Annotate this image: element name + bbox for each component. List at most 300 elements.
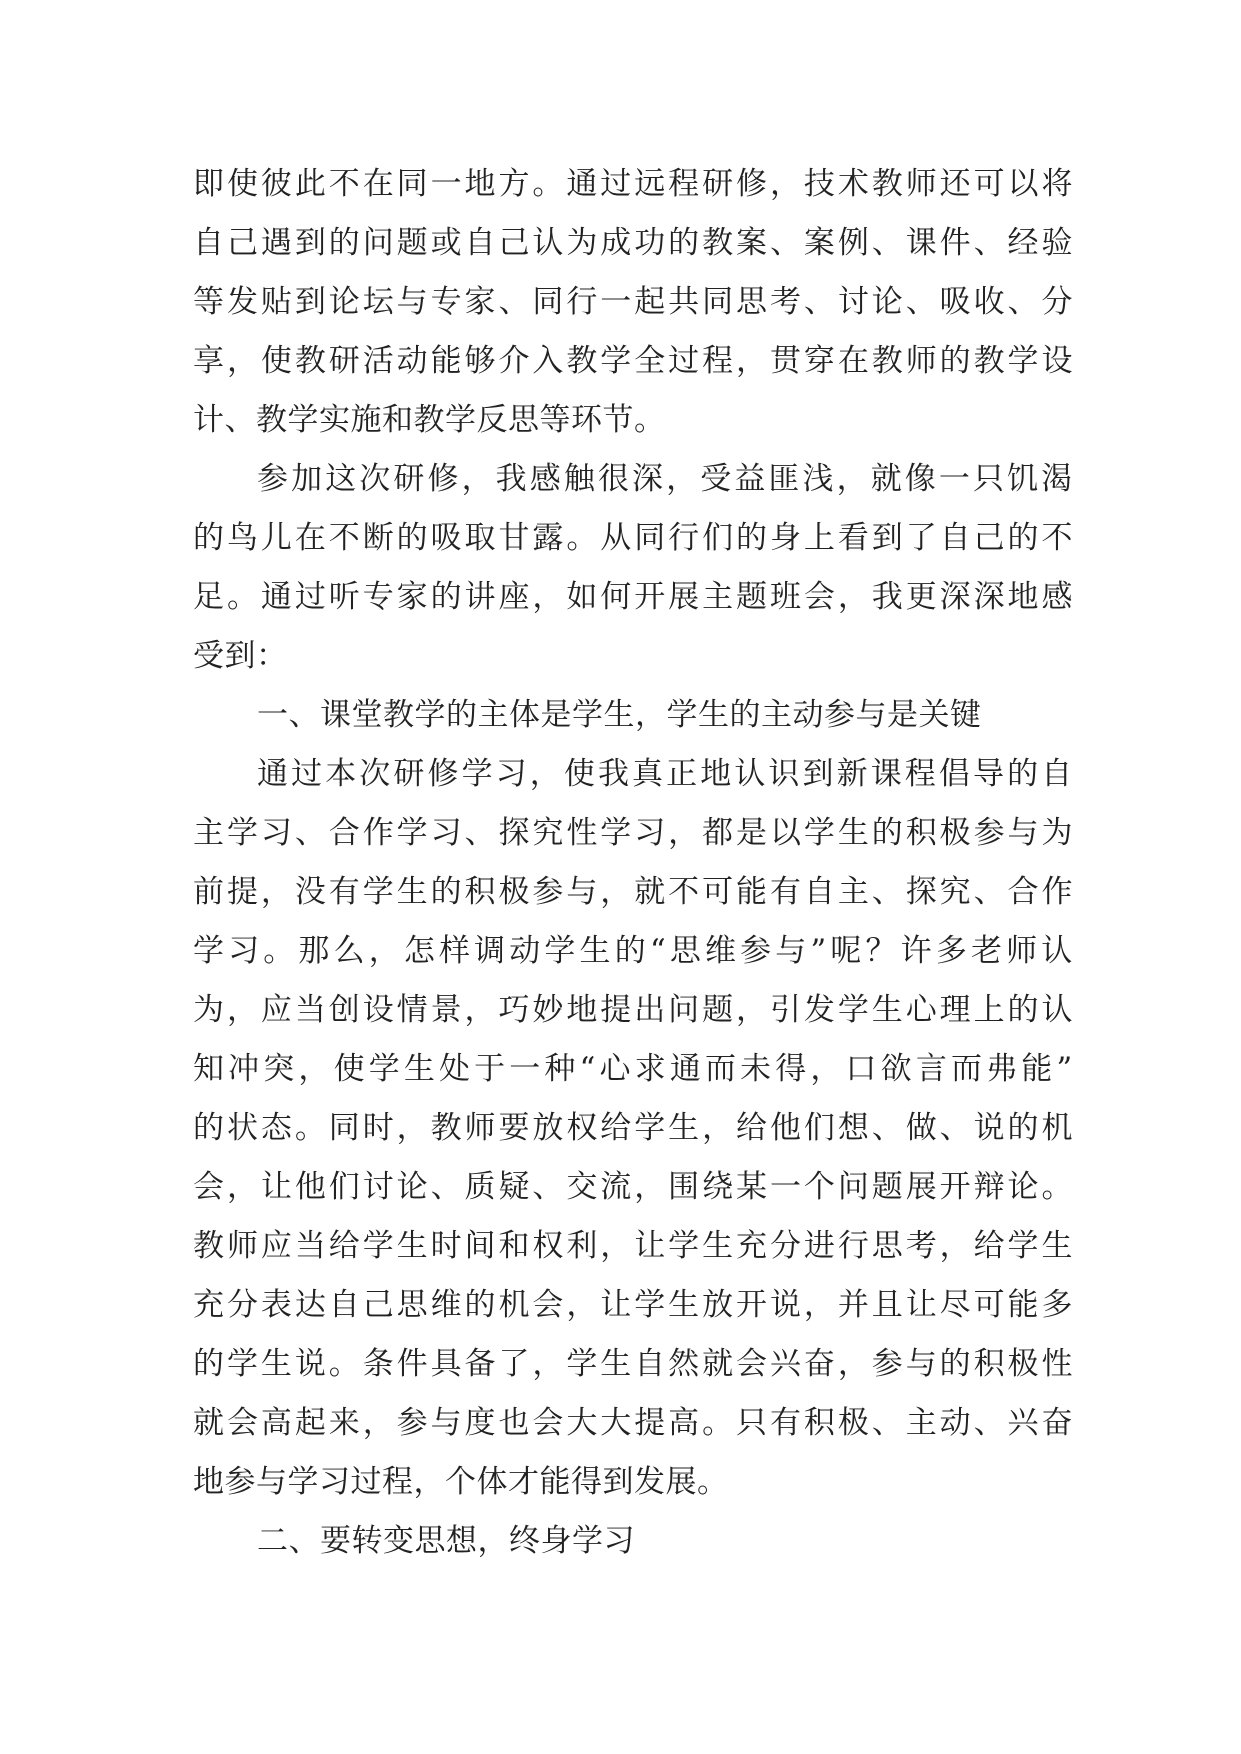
text-line bbox=[193, 804, 1073, 863]
glyph: 学 bbox=[226, 1346, 259, 1382]
glyph: 参 bbox=[257, 461, 289, 497]
glyph: 学 bbox=[803, 815, 836, 851]
glyph: 、 bbox=[871, 1110, 904, 1146]
glyph: 生 bbox=[600, 1346, 632, 1382]
text-line bbox=[193, 1040, 1073, 1099]
glyph: 验 bbox=[1041, 225, 1073, 261]
glyph: 此 bbox=[294, 166, 327, 202]
glyph: 是 bbox=[736, 815, 768, 851]
glyph: 绕 bbox=[702, 1169, 734, 1205]
glyph: 展 bbox=[668, 579, 700, 615]
glyph: 有 bbox=[769, 1405, 802, 1441]
glyph: 说 bbox=[769, 1287, 802, 1323]
glyph: 作 bbox=[1041, 874, 1073, 910]
glyph: 给 bbox=[600, 1110, 632, 1146]
glyph: 、 bbox=[532, 1169, 564, 1205]
glyph: 在 bbox=[837, 343, 870, 379]
glyph: 学 bbox=[837, 992, 870, 1028]
glyph: 们 bbox=[328, 1169, 361, 1205]
text-line bbox=[193, 745, 1073, 804]
glyph: 一 bbox=[938, 461, 971, 497]
glyph: 己 bbox=[362, 1287, 395, 1323]
glyph: 而 bbox=[950, 1051, 983, 1087]
glyph: 交 bbox=[566, 1169, 598, 1205]
glyph: 、 bbox=[294, 815, 327, 851]
glyph: 可 bbox=[973, 166, 1006, 202]
glyph: 个 bbox=[803, 1169, 836, 1205]
glyph: 学 bbox=[566, 1346, 598, 1382]
glyph: 巧 bbox=[498, 992, 530, 1028]
glyph: 让 bbox=[260, 1169, 293, 1205]
glyph: 情 bbox=[396, 992, 429, 1028]
glyph: 的 bbox=[939, 343, 972, 379]
glyph: 这 bbox=[325, 461, 357, 497]
glyph: 的 bbox=[1007, 992, 1039, 1028]
glyph: 创 bbox=[328, 992, 361, 1028]
glyph: 以 bbox=[1007, 166, 1039, 202]
glyph: 不 bbox=[1041, 520, 1073, 556]
glyph: 己 bbox=[973, 520, 1006, 556]
glyph: 入 bbox=[532, 343, 564, 379]
glyph: 状 bbox=[226, 1110, 259, 1146]
glyph: 方 bbox=[498, 166, 530, 202]
glyph: 、 bbox=[1007, 284, 1039, 320]
glyph: ， bbox=[702, 1110, 734, 1146]
glyph: 案 bbox=[803, 225, 836, 261]
glyph: 某 bbox=[736, 1169, 768, 1205]
glyph: 处 bbox=[438, 1051, 471, 1087]
glyph: 听 bbox=[328, 579, 361, 615]
glyph: 的 bbox=[871, 815, 904, 851]
glyph: 积 bbox=[905, 815, 938, 851]
glyph: 起 bbox=[294, 1405, 327, 1441]
glyph: 开 bbox=[634, 579, 666, 615]
glyph: 修 bbox=[427, 461, 459, 497]
glyph: 学 bbox=[1007, 343, 1039, 379]
glyph: 家 bbox=[396, 579, 429, 615]
glyph: 、 bbox=[973, 1405, 1006, 1441]
glyph: ， bbox=[837, 1346, 870, 1382]
glyph: 维 bbox=[704, 933, 737, 969]
glyph: ， bbox=[600, 1228, 632, 1264]
glyph: 很 bbox=[597, 461, 630, 497]
glyph: 。 bbox=[226, 579, 259, 615]
glyph: 、 bbox=[498, 284, 530, 320]
glyph: 正 bbox=[666, 756, 698, 792]
glyph: 主 bbox=[905, 1405, 938, 1441]
glyph: 充 bbox=[193, 1287, 225, 1323]
glyph: 习 bbox=[260, 815, 293, 851]
glyph: 会 bbox=[193, 1169, 225, 1205]
glyph: 备 bbox=[464, 1346, 496, 1382]
glyph: 他 bbox=[769, 1110, 802, 1146]
glyph: 己 bbox=[226, 225, 259, 261]
glyph: 讨 bbox=[837, 284, 870, 320]
glyph: 时 bbox=[430, 1228, 463, 1264]
glyph: 能 bbox=[430, 343, 463, 379]
glyph: 辩 bbox=[973, 1169, 1006, 1205]
glyph: 极 bbox=[939, 815, 972, 851]
glyph: “ bbox=[649, 933, 667, 969]
glyph: 、 bbox=[769, 225, 802, 261]
glyph: 心 bbox=[599, 1051, 632, 1087]
glyph: 参 bbox=[973, 815, 1006, 851]
glyph: 使 bbox=[260, 343, 293, 379]
glyph: 地 bbox=[1007, 579, 1039, 615]
glyph: 受 bbox=[700, 461, 732, 497]
glyph: 案 bbox=[736, 225, 768, 261]
glyph: 技 bbox=[803, 166, 836, 202]
glyph: ？ bbox=[865, 933, 898, 969]
glyph: 上 bbox=[973, 992, 1006, 1028]
glyph: 与 bbox=[775, 933, 807, 969]
glyph: 从 bbox=[600, 520, 632, 556]
glyph: 浅 bbox=[802, 461, 834, 497]
glyph: 程 bbox=[668, 166, 700, 202]
glyph: 自 bbox=[464, 225, 496, 261]
glyph: 问 bbox=[668, 992, 700, 1028]
glyph: 不 bbox=[668, 874, 700, 910]
glyph: 通 bbox=[566, 166, 598, 202]
glyph: 学 bbox=[461, 756, 494, 792]
text-line bbox=[193, 1158, 1073, 1217]
glyph: 心 bbox=[905, 992, 938, 1028]
glyph: 地 bbox=[566, 992, 598, 1028]
glyph: 引 bbox=[769, 992, 802, 1028]
text-line bbox=[193, 214, 1073, 273]
glyph: 学 bbox=[368, 1051, 401, 1087]
glyph: 想 bbox=[837, 1110, 870, 1146]
glyph: 我 bbox=[871, 579, 904, 615]
glyph: 吸 bbox=[939, 284, 972, 320]
glyph: 论 bbox=[871, 284, 904, 320]
text-line: 受到： bbox=[193, 638, 288, 674]
glyph: 自 bbox=[328, 1287, 361, 1323]
glyph: 师 bbox=[226, 1228, 259, 1264]
glyph: 更 bbox=[905, 579, 938, 615]
glyph: 通 bbox=[257, 756, 289, 792]
glyph: 并 bbox=[837, 1287, 870, 1323]
glyph: 充 bbox=[736, 1228, 768, 1264]
glyph: ， bbox=[362, 1405, 395, 1441]
glyph: 与 bbox=[566, 874, 598, 910]
glyph: ” bbox=[1056, 1051, 1073, 1087]
glyph: 在 bbox=[362, 166, 395, 202]
glyph: 参 bbox=[740, 933, 772, 969]
glyph: 欲 bbox=[880, 1051, 913, 1087]
glyph: 学 bbox=[362, 874, 395, 910]
glyph: 生 bbox=[702, 1228, 734, 1264]
glyph: 未 bbox=[740, 1051, 772, 1087]
glyph: 究 bbox=[532, 815, 564, 851]
document-body bbox=[193, 155, 1073, 1571]
glyph: 修 bbox=[427, 756, 459, 792]
glyph: 例 bbox=[837, 225, 870, 261]
glyph: 究 bbox=[939, 874, 972, 910]
glyph: 探 bbox=[905, 874, 938, 910]
glyph: 学 bbox=[396, 815, 429, 851]
glyph: 一 bbox=[769, 1169, 802, 1205]
glyph: 匪 bbox=[768, 461, 800, 497]
glyph: 给 bbox=[973, 1228, 1006, 1264]
glyph: 有 bbox=[328, 874, 361, 910]
glyph: ， bbox=[634, 1169, 666, 1205]
glyph: 具 bbox=[430, 1346, 463, 1382]
glyph: 程 bbox=[702, 343, 734, 379]
glyph: 生 bbox=[871, 992, 904, 1028]
glyph: ， bbox=[298, 1051, 330, 1087]
glyph: 放 bbox=[702, 1287, 734, 1323]
glyph: 。 bbox=[1041, 1169, 1073, 1205]
text-line bbox=[193, 922, 1073, 981]
glyph: ， bbox=[769, 166, 802, 202]
glyph: 他 bbox=[294, 1169, 327, 1205]
glyph: 教 bbox=[566, 343, 598, 379]
glyph: 只 bbox=[972, 461, 1005, 497]
glyph: 习 bbox=[228, 933, 260, 969]
glyph: 益 bbox=[734, 461, 766, 497]
glyph: 生 bbox=[1041, 1228, 1073, 1264]
text-line bbox=[193, 1099, 1073, 1158]
glyph: 时 bbox=[362, 1110, 395, 1146]
glyph: 。 bbox=[294, 1110, 327, 1146]
glyph: 有 bbox=[769, 874, 802, 910]
glyph: 也 bbox=[498, 1405, 530, 1441]
glyph: 。 bbox=[566, 520, 598, 556]
glyph: ， bbox=[226, 343, 259, 379]
text-line bbox=[193, 273, 1073, 332]
glyph: 尽 bbox=[939, 1287, 972, 1323]
glyph: 修 bbox=[736, 166, 768, 202]
glyph: 的 bbox=[939, 1346, 972, 1382]
glyph: 同 bbox=[702, 284, 734, 320]
glyph: ， bbox=[736, 992, 768, 1028]
glyph: 了 bbox=[498, 1346, 530, 1382]
glyph: 参 bbox=[871, 1346, 904, 1382]
glyph: 让 bbox=[600, 1287, 632, 1323]
paragraph bbox=[193, 745, 1073, 1512]
glyph: 主 bbox=[837, 874, 870, 910]
glyph: 讨 bbox=[362, 1169, 395, 1205]
glyph: 即 bbox=[193, 166, 225, 202]
glyph: 同 bbox=[396, 166, 429, 202]
glyph: 身 bbox=[769, 520, 802, 556]
glyph: 不 bbox=[328, 520, 361, 556]
glyph: ， bbox=[736, 343, 768, 379]
glyph: 课 bbox=[870, 756, 903, 792]
glyph: 突 bbox=[263, 1051, 295, 1087]
glyph: 生 bbox=[668, 1110, 700, 1146]
glyph: 。 bbox=[328, 1346, 361, 1382]
glyph: 研 bbox=[393, 461, 425, 497]
glyph: 设 bbox=[1041, 343, 1073, 379]
glyph: 我 bbox=[597, 756, 630, 792]
glyph: 出 bbox=[634, 992, 666, 1028]
glyph: 奋 bbox=[1041, 1405, 1073, 1441]
glyph: 享 bbox=[193, 343, 225, 379]
glyph: 到 bbox=[294, 284, 327, 320]
glyph: 取 bbox=[464, 520, 496, 556]
glyph: 且 bbox=[871, 1287, 904, 1323]
glyph: 如 bbox=[566, 579, 598, 615]
glyph: 加 bbox=[291, 461, 323, 497]
glyph: 断 bbox=[362, 520, 395, 556]
glyph: “ bbox=[579, 1051, 596, 1087]
glyph: 积 bbox=[973, 1346, 1006, 1382]
glyph: 地 bbox=[700, 756, 732, 792]
glyph: 前 bbox=[193, 874, 225, 910]
glyph: ， bbox=[461, 461, 494, 497]
glyph: 表 bbox=[260, 1287, 293, 1323]
text-line bbox=[193, 450, 1073, 509]
glyph: 题 bbox=[396, 225, 429, 261]
glyph: 本 bbox=[325, 756, 357, 792]
glyph: ， bbox=[666, 461, 698, 497]
glyph: 识 bbox=[768, 756, 800, 792]
glyph: 给 bbox=[328, 1228, 361, 1264]
glyph: 教 bbox=[973, 343, 1006, 379]
text-line: 二、要转变思想，终身学习 bbox=[257, 1523, 635, 1559]
glyph: ， bbox=[837, 579, 870, 615]
glyph: 看 bbox=[837, 520, 870, 556]
glyph: 考 bbox=[905, 1228, 938, 1264]
glyph: 那 bbox=[298, 933, 330, 969]
glyph: 学 bbox=[226, 815, 259, 851]
glyph: 兴 bbox=[1007, 1405, 1039, 1441]
glyph: ， bbox=[464, 992, 496, 1028]
glyph: 的 bbox=[668, 225, 700, 261]
glyph: 与 bbox=[396, 284, 429, 320]
glyph: 生 bbox=[403, 1051, 436, 1087]
glyph: 、 bbox=[871, 225, 904, 261]
glyph: 参 bbox=[396, 1405, 429, 1441]
glyph: ， bbox=[668, 815, 700, 851]
glyph: ， bbox=[532, 1346, 564, 1382]
section-heading bbox=[193, 1512, 1073, 1571]
glyph: 主 bbox=[702, 579, 734, 615]
glyph: 间 bbox=[464, 1228, 496, 1264]
glyph: 当 bbox=[294, 992, 327, 1028]
glyph: 行 bbox=[837, 1228, 870, 1264]
glyph: 以 bbox=[769, 815, 802, 851]
glyph: 围 bbox=[668, 1169, 700, 1205]
glyph: 的 bbox=[193, 520, 225, 556]
glyph: 穿 bbox=[803, 343, 836, 379]
glyph: 动 bbox=[509, 933, 541, 969]
glyph: 会 bbox=[532, 1287, 564, 1323]
glyph: 习 bbox=[634, 815, 666, 851]
glyph: 露 bbox=[532, 520, 564, 556]
glyph: 的 bbox=[193, 1346, 225, 1382]
glyph: 要 bbox=[498, 1110, 530, 1146]
text-line bbox=[193, 981, 1073, 1040]
glyph: 题 bbox=[736, 579, 768, 615]
glyph: 多 bbox=[1041, 1287, 1073, 1323]
glyph: 自 bbox=[803, 874, 836, 910]
glyph: 学 bbox=[634, 1287, 666, 1323]
glyph: 同 bbox=[328, 1110, 361, 1146]
glyph: 深 bbox=[939, 579, 972, 615]
glyph: 问 bbox=[362, 225, 395, 261]
glyph: 会 bbox=[226, 1405, 259, 1441]
text-line bbox=[193, 568, 1073, 627]
glyph: 我 bbox=[495, 461, 528, 497]
glyph: 兴 bbox=[769, 1346, 802, 1382]
glyph: 合 bbox=[328, 815, 361, 851]
glyph: 真 bbox=[632, 756, 664, 792]
glyph: 行 bbox=[566, 284, 598, 320]
glyph: 思 bbox=[736, 284, 768, 320]
glyph: 像 bbox=[904, 461, 937, 497]
glyph: 深 bbox=[632, 461, 664, 497]
glyph: 探 bbox=[498, 815, 530, 851]
glyph: 分 bbox=[769, 1228, 802, 1264]
glyph: 一 bbox=[509, 1051, 541, 1087]
glyph: 知 bbox=[193, 1051, 225, 1087]
glyph: 能 bbox=[736, 874, 768, 910]
glyph: 论 bbox=[328, 284, 361, 320]
glyph: ， bbox=[836, 461, 869, 497]
glyph: 论 bbox=[396, 1169, 429, 1205]
glyph: 地 bbox=[464, 166, 496, 202]
paragraph bbox=[193, 450, 1073, 686]
text-line bbox=[193, 1217, 1073, 1276]
glyph: 利 bbox=[566, 1228, 598, 1264]
glyph: 就 bbox=[634, 874, 666, 910]
glyph: 功 bbox=[634, 225, 666, 261]
glyph: 老 bbox=[970, 933, 1003, 969]
glyph: 上 bbox=[803, 520, 836, 556]
glyph: 的 bbox=[396, 520, 429, 556]
glyph: 和 bbox=[498, 1228, 530, 1264]
glyph: 教 bbox=[871, 166, 904, 202]
glyph: 机 bbox=[498, 1287, 530, 1323]
glyph: 一 bbox=[600, 284, 632, 320]
glyph: 座 bbox=[498, 579, 530, 615]
glyph: 的 bbox=[193, 1110, 225, 1146]
glyph: 让 bbox=[634, 1228, 666, 1264]
text-line: 计、教学实施和教学反思等环节。 bbox=[193, 402, 666, 438]
text-line: 地参与学习过程，个体才能得到发展。 bbox=[193, 1464, 729, 1500]
glyph: 来 bbox=[328, 1405, 361, 1441]
glyph: 应 bbox=[260, 1228, 293, 1264]
glyph: 班 bbox=[769, 579, 802, 615]
glyph: 教 bbox=[193, 1228, 225, 1264]
glyph: ， bbox=[260, 874, 293, 910]
glyph: 让 bbox=[905, 1287, 938, 1323]
glyph: 次 bbox=[359, 756, 391, 792]
glyph: 自 bbox=[939, 520, 972, 556]
glyph: 师 bbox=[1006, 933, 1038, 969]
glyph: 触 bbox=[563, 461, 596, 497]
glyph: 的 bbox=[328, 225, 361, 261]
glyph: 于 bbox=[474, 1051, 506, 1087]
text-line bbox=[193, 863, 1073, 922]
glyph: 而 bbox=[704, 1051, 737, 1087]
text-line bbox=[193, 1394, 1073, 1453]
glyph: 大 bbox=[600, 1405, 632, 1441]
glyph: 鸟 bbox=[226, 520, 259, 556]
glyph: 为 bbox=[193, 992, 225, 1028]
glyph: 自 bbox=[1041, 756, 1073, 792]
glyph: 介 bbox=[498, 343, 530, 379]
glyph: 活 bbox=[362, 343, 395, 379]
glyph: 认 bbox=[1041, 933, 1073, 969]
glyph: 或 bbox=[430, 225, 463, 261]
glyph: 冲 bbox=[228, 1051, 260, 1087]
glyph: 高 bbox=[668, 1405, 700, 1441]
glyph: 权 bbox=[532, 1228, 564, 1264]
